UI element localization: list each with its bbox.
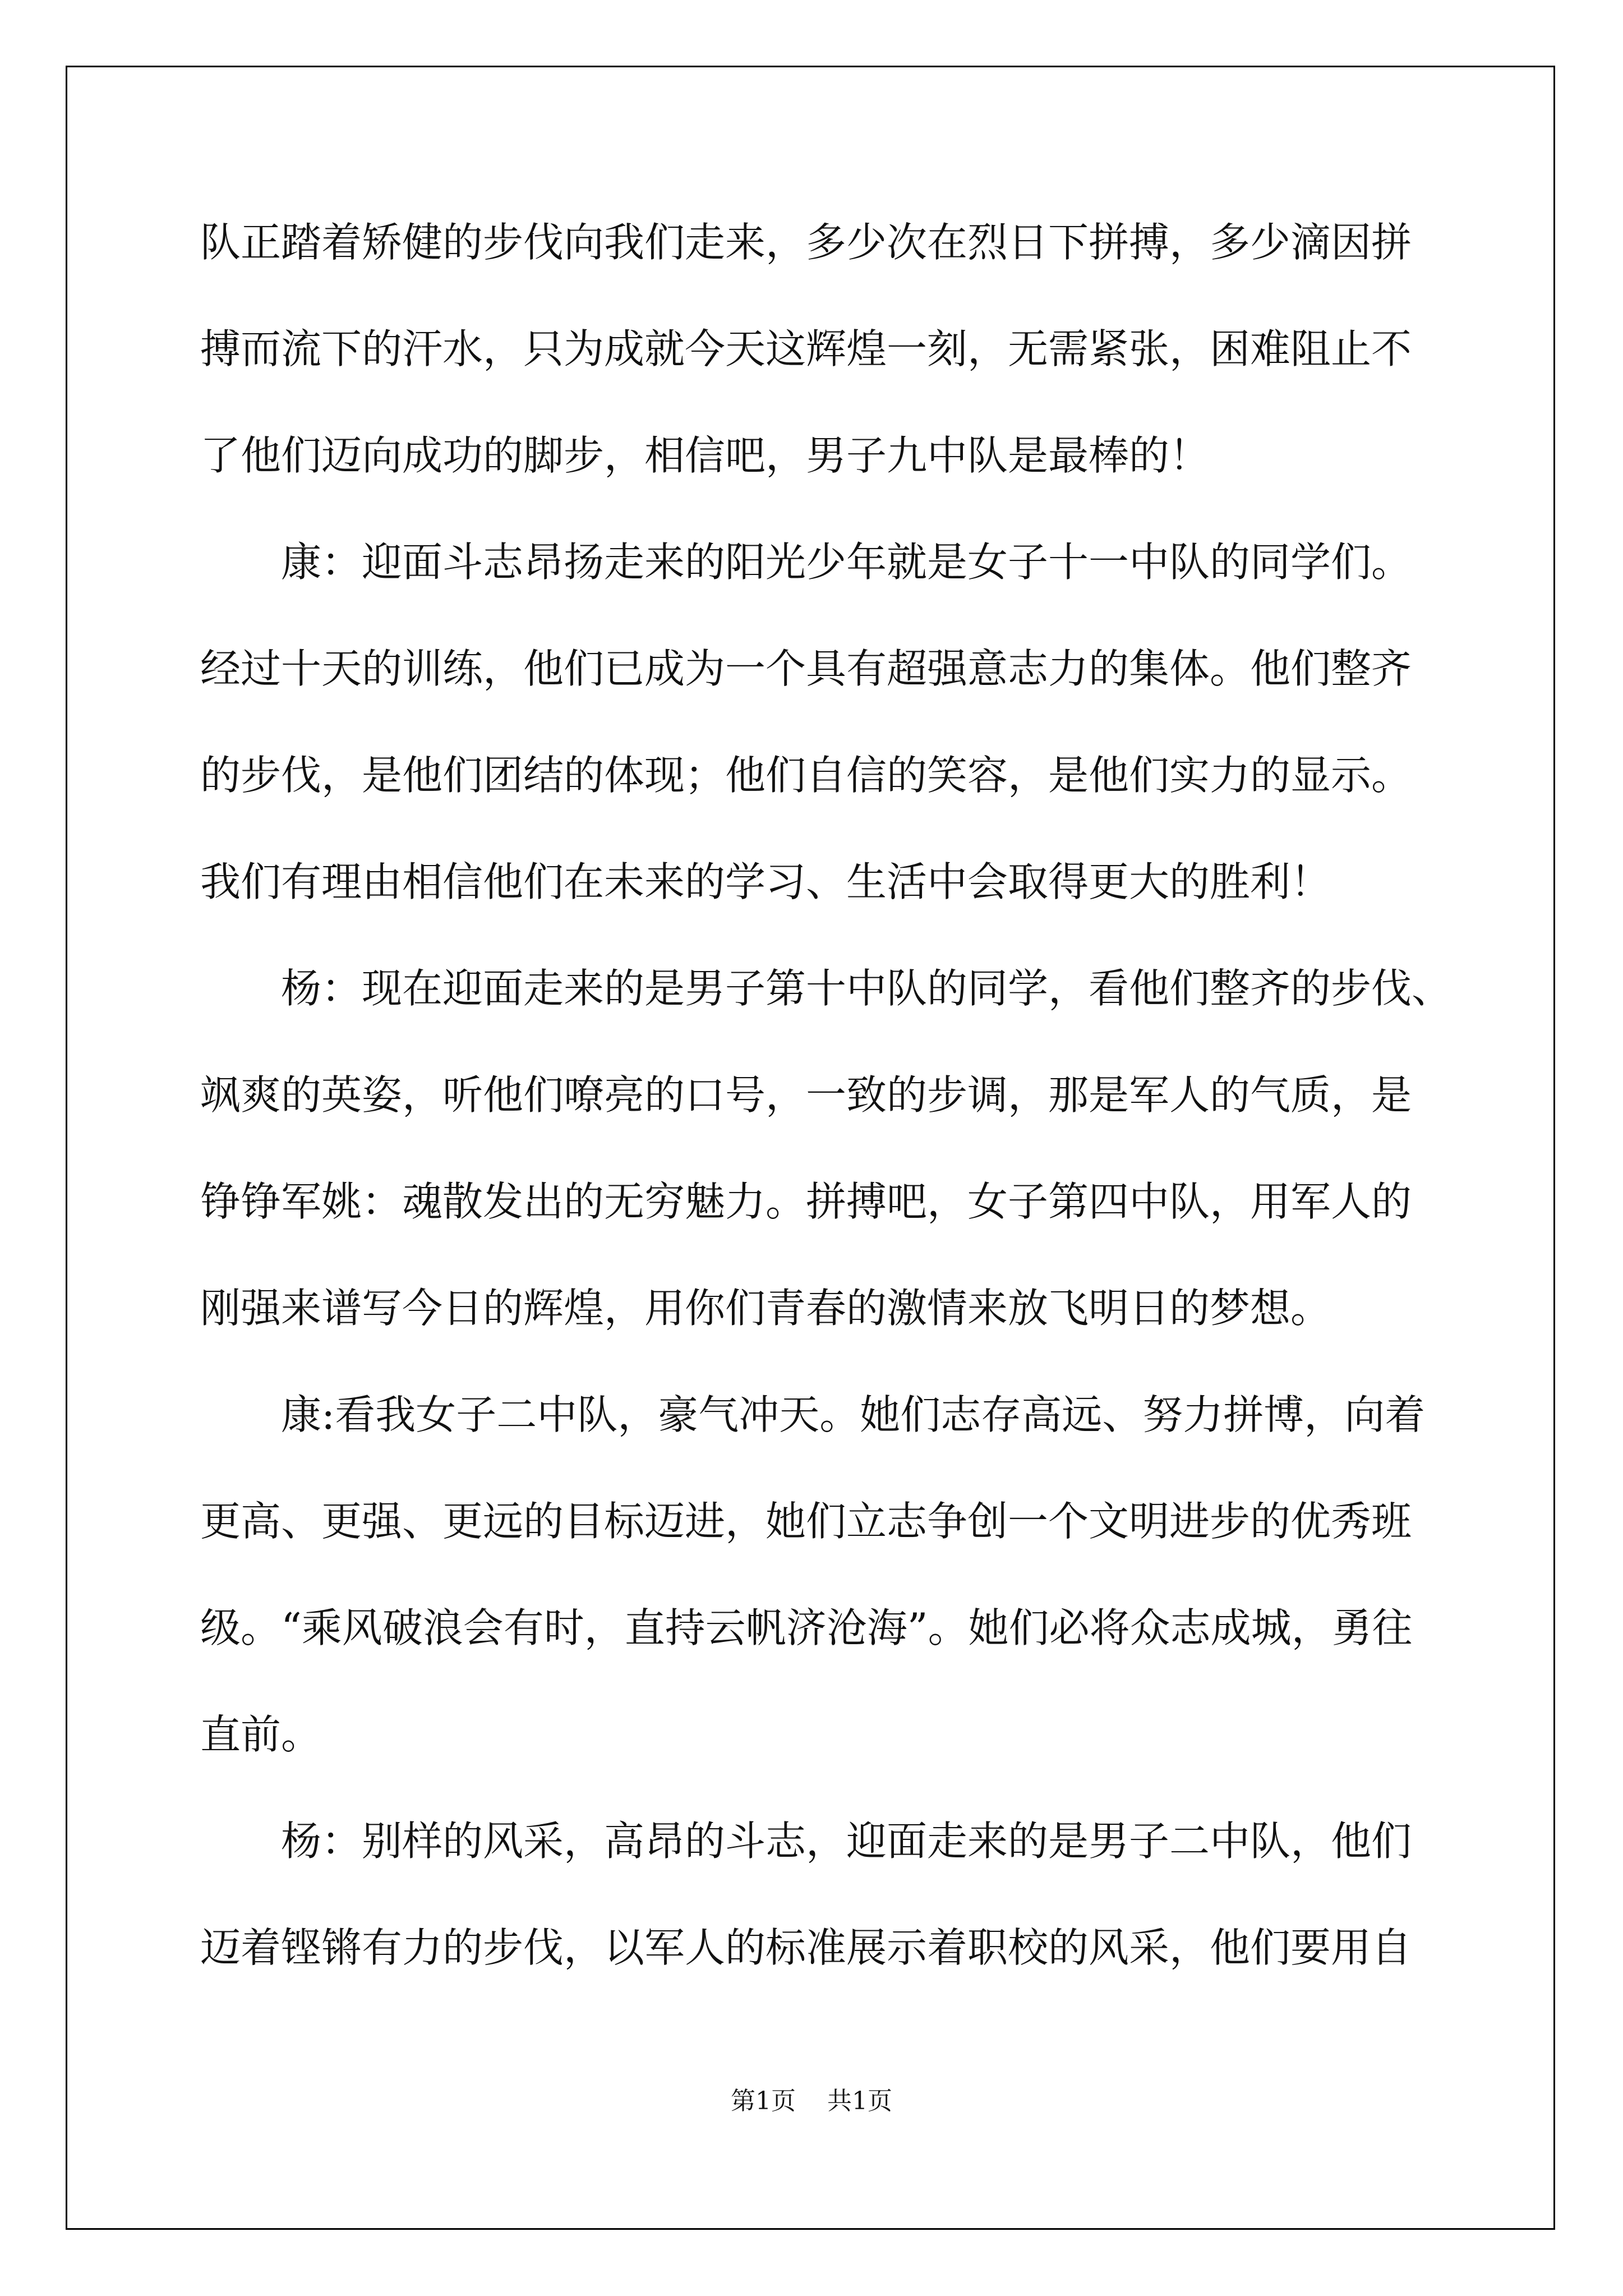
text-line: 康:看我女子二中队，豪气冲天。她们志存高远、努力拼博，向着: [281, 1391, 1426, 1438]
text-line: 刚强来谱写今日的辉煌，用你们青春的激情来放飞明日的梦想。: [200, 1285, 1331, 1332]
text-line: 飒爽的英姿，听他们嘹亮的口号，一致的步调，那是军人的气质，是: [200, 1071, 1412, 1119]
page-footer: [0, 2085, 1623, 2118]
text-line: 级。“乘风破浪会有时，直持云帆济沧海”。她们必将众志成城，勇往: [200, 1604, 1413, 1651]
text-line: 康：迎面斗志昂扬走来的阳光少年就是女子十一中队的同学们。: [281, 539, 1412, 586]
document-body: [200, 213, 1453, 2025]
text-line: 杨：别样的风采，高昂的斗志，迎面走来的是男子二中队，他们: [281, 1818, 1412, 1865]
text-line: 队正踏着矫健的步伐向我们走来，多少次在烈日下拼搏，多少滴因拼: [200, 219, 1412, 266]
text-line: 更高、更强、更远的目标迈进，她们立志争创一个文明进步的优秀班: [200, 1498, 1412, 1545]
text-line: 我们有理由相信他们在未来的学习、生活中会取得更大的胜利！: [200, 858, 1331, 905]
text-line: 杨：现在迎面走来的是男子第十中队的同学，看他们整齐的步伐、: [281, 965, 1453, 1012]
page-number-current: 第1页: [731, 2087, 796, 2115]
text-line: 经过十天的训练，他们已成为一个具有超强意志力的集体。他们整齐: [200, 645, 1412, 692]
text-line: 的步伐，是他们团结的体现；他们自信的笑容，是他们实力的显示。: [200, 752, 1412, 799]
page-number-total: 共1页: [827, 2087, 892, 2115]
text-line: 铮铮军姚：魂散发出的无穷魅力。拼搏吧，女子第四中队，用军人的: [200, 1178, 1412, 1225]
text-line: 直前。: [200, 1711, 322, 1758]
text-line: 了他们迈向成功的脚步，相信吧，男子九中队是最棒的！: [200, 432, 1210, 479]
text-line: 迈着铿锵有力的步伐，以军人的标准展示着职校的风采，他们要用自: [200, 1924, 1412, 1971]
text-line: 搏而流下的汗水，只为成就今天这辉煌一刻，无需紧张，困难阻止不: [200, 325, 1412, 372]
